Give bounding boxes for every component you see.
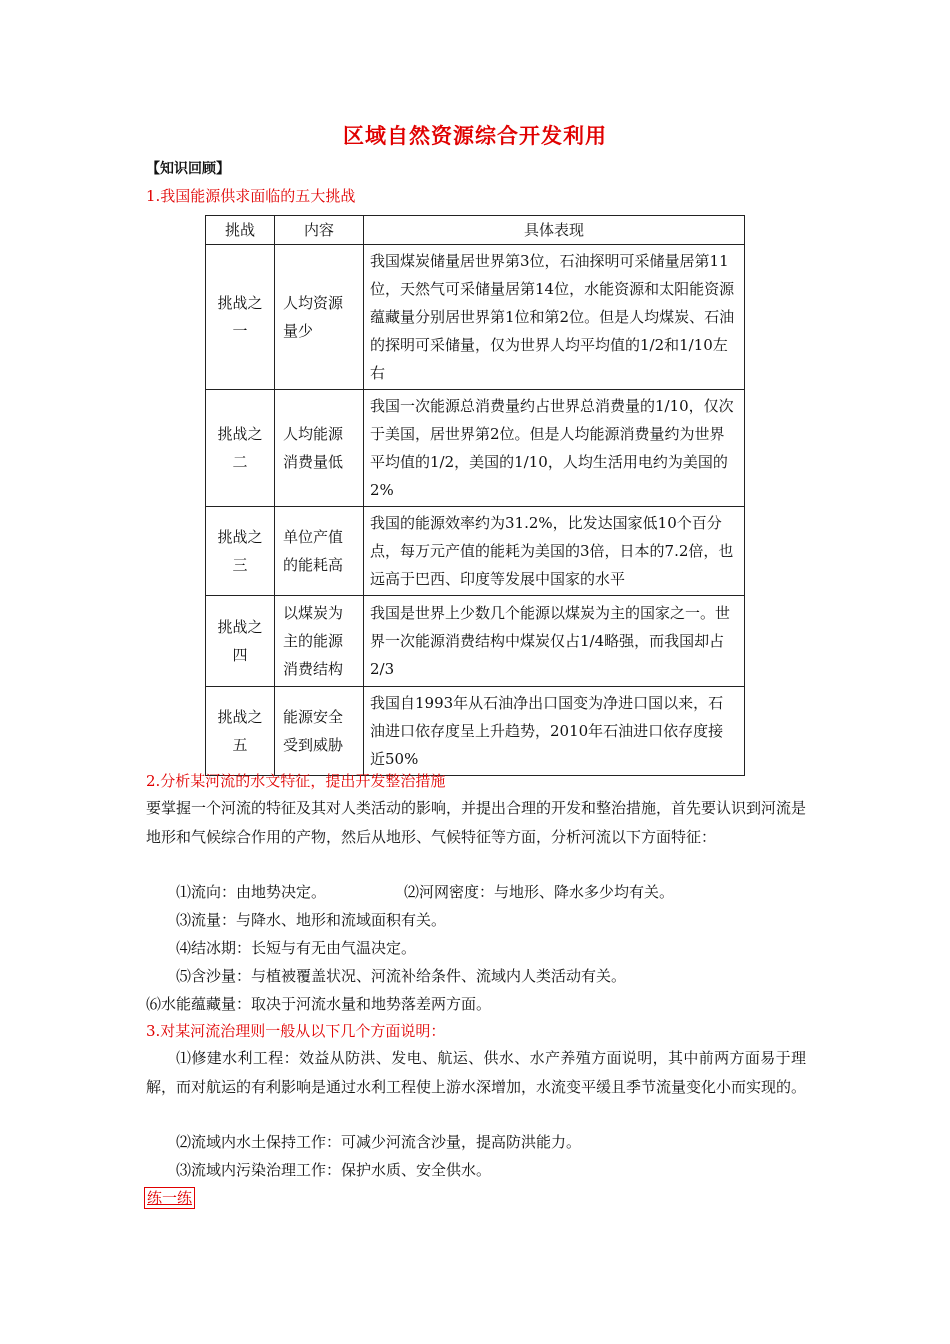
- cell-challenge: 挑战之四: [206, 596, 275, 687]
- section3-item-2: ⑵流域内水土保持工作：可减少河流含沙量，提高防洪能力。: [176, 1133, 582, 1151]
- column-header-challenge: 挑战: [206, 216, 275, 245]
- section2-item-2: ⑵河网密度：与地形、降水多少均有关。: [404, 883, 675, 901]
- section3-item-3: ⑶流域内污染治理工作：保护水质、安全供水。: [176, 1161, 492, 1179]
- table-row: [206, 687, 745, 776]
- cell-detail: 我国一次能源总消费量约占世界总消费量的1/10，仅次于美国，居世界第2位。但是人均能源消费量约为世界平均值的1/2，美国的1/10，人均生活用电约为美国的2%: [364, 390, 745, 507]
- section2-item-3: ⑶流量：与降水、地形和流域面积有关。: [176, 911, 447, 929]
- column-header-detail: 具体表现: [364, 216, 745, 245]
- cell-detail: 我国是世界上少数几个能源以煤炭为主的国家之一。世界一次能源消费结构中煤炭仅占1/4略强，而我国却占2/3: [364, 596, 745, 687]
- section2-item-5: ⑸含沙量：与植被覆盖状况、河流补给条件、流域内人类活动有关。: [176, 967, 627, 985]
- section2-intro: 要掌握一个河流的特征及其对人类活动的影响，并提出合理的开发和整治措施，首先要认识到河流是地形和气候综合作用的产物，然后从地形、气候特征等方面，分析河流以下方面特征：: [146, 799, 807, 846]
- section1-heading: 1.我国能源供求面临的五大挑战: [146, 187, 356, 205]
- cell-content: 能源安全受到威胁: [275, 687, 364, 776]
- cell-content: 人均能源消费量低: [275, 390, 364, 507]
- table-row: [206, 245, 745, 390]
- cell-content: 人均资源量少: [275, 245, 364, 390]
- cell-challenge: 挑战之五: [206, 687, 275, 776]
- section2-item-4: ⑷结冰期：长短与有无由气温决定。: [176, 939, 417, 957]
- table-header-row: [206, 216, 745, 245]
- cell-content: 单位产值的能耗高: [275, 507, 364, 596]
- cell-challenge: 挑战之二: [206, 390, 275, 507]
- cell-challenge: 挑战之三: [206, 507, 275, 596]
- document-title: 区域自然资源综合开发利用: [343, 124, 607, 148]
- cell-detail: 我国自1993年从石油净出口国变为净进口国以来，石油进口依存度呈上升趋势，2010年石油进口依存度接近50%: [364, 687, 745, 776]
- cell-detail: 我国煤炭储量居世界第3位，石油探明可采储量居第11位，天然气可采储量居第14位，水能资源和太阳能资源蕴藏量分别居世界第1位和第2位。但是人均煤炭、石油的探明可采储量，仅为世界人均平均值的1/2和1/10左右: [364, 245, 745, 390]
- cell-challenge: 挑战之一: [206, 245, 275, 390]
- table-row: [206, 596, 745, 687]
- section3-item-1: ⑴修建水利工程：效益从防洪、发电、航运、供水、水产养殖方面说明，其中前两方面易于理解，而对航运的有利影响是通过水利工程使上游水深增加，水流变平缓且季节流量变化小而实现的。: [146, 1049, 807, 1096]
- cell-detail: 我国的能源效率约为31.2%，比发达国家低10个百分点，每万元产值的能耗为美国的3倍，日本的7.2倍，也远高于巴西、印度等发展中国家的水平: [364, 507, 745, 596]
- column-header-content: 内容: [275, 216, 364, 245]
- section2-heading: 2.分析某河流的水文特征，提出开发整治措施: [146, 772, 446, 790]
- section3-heading: 3.对某河流治理则一般从以下几个方面说明：: [146, 1022, 446, 1040]
- table-row: [206, 507, 745, 596]
- practice-link[interactable]: 练一练: [144, 1187, 195, 1209]
- knowledge-review-label: 【知识回顾】: [146, 161, 230, 177]
- section2-item-1: ⑴流向：由地势决定。: [176, 883, 327, 901]
- table-row: [206, 390, 745, 507]
- section2-item-6: ⑹水能蕴藏量：取决于河流水量和地势落差两方面。: [146, 995, 492, 1013]
- challenges-table: [205, 215, 745, 776]
- cell-content: 以煤炭为主的能源消费结构: [275, 596, 364, 687]
